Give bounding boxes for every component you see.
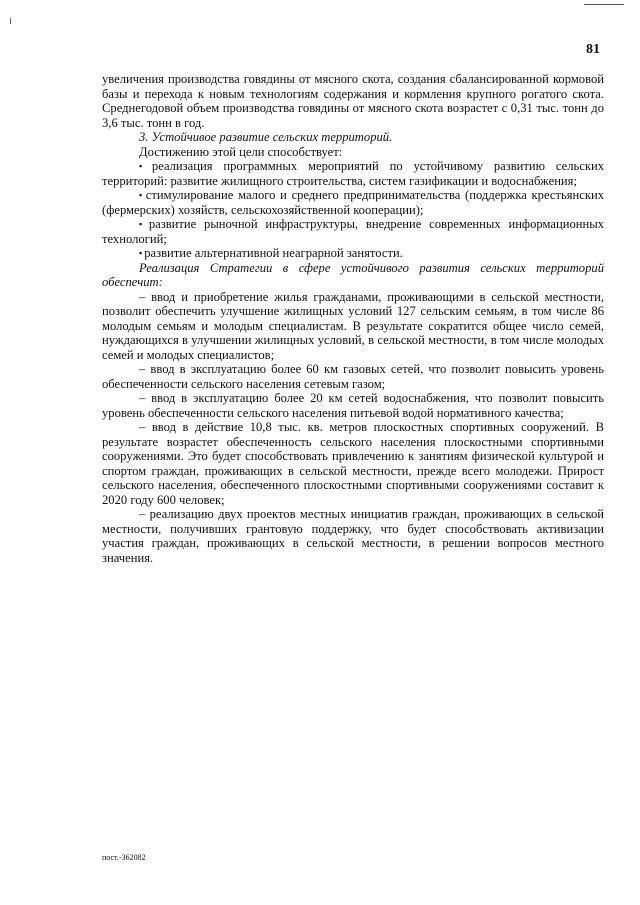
bullet-item [102,188,604,217]
bullet-item-text: реализация программных мероприятий по устойчивому развитию сельских территорий: развитие жилищного строительства, систем газификации и водоснабжения; [102,159,604,188]
top-edge-rule [584,4,624,5]
page-number: 81 [586,42,600,57]
document-body [102,72,604,565]
bullet-item-text: развитие рыночной инфраструктуры, внедрение современных информационных технологий; [102,217,604,246]
paragraph-beef-production: увеличения производства говядины от мясного скота, создания сбалансированной кормовой базы и перехода к новым технологиям содержания и кормления крупного рогатого скота. Среднегодовой объем производства говядины от мясного скота возрастет с 0,31 тыс. тонн до 3,6 тыс. тонн в год. [102,72,604,130]
paragraph-housing: – ввод и приобретение жилья гражданами, проживающими в сельской местности, позволит обеспечить улучшение жилищных условий 127 сельским семьям, в том числе 86 молодым семьям и молодым специалистам. В результате сократится общее число семей, нуждающихся в улучшении жилищных условий, в сельской местности, в том числе молодых семей и молодых специалистов; [102,289,604,362]
bullet-square-icon: ▪ [139,219,147,229]
bullet-item-text: стимулирование малого и среднего предпринимательства (поддержка крестьянских (фермерских) хозяйств, сельскохозяйственной кооперации); [102,188,604,217]
bullet-item [102,159,604,188]
paragraph-sports-facilities: – ввод в действие 10,8 тыс. кв. метров плоскостных спортивных сооружений. В результате возрастет обеспеченность сельского населения плоскостными спортивными сооружениями. Это будет способствовать привлечению к занятиям физической культурой и спортом граждан, проживающих в сельской местности, прежде всего молодежи. Прирост сельского населения, обеспеченного плоскостными спортивными сооружениями составит к 2020 году 600 человек; [102,420,604,507]
bullet-item [102,217,604,246]
bullet-square-icon: ▪ [139,190,144,200]
scan-mark [10,18,11,24]
document-code: пост.-362082 [102,853,146,862]
paragraph-water-networks: – ввод в эксплуатацию более 20 км сетей водоснабжения, что позволит повысить уровень обеспеченности сельского населения питьевой водой нормативного качества; [102,391,604,420]
section-heading-rural-development: 3. Устойчивое развитие сельских территорий. [139,130,393,144]
paragraph-local-initiatives: – реализацию двух проектов местных инициатив граждан, проживающих в сельской местности, получивших грантовую поддержку, что будет способствовать активизации участия граждан, проживающих в сельской местности, в решении вопросов местного значения. [102,507,604,565]
paragraph-strategy-intro: Реализация Стратегии в сфере устойчивого развития сельских территорий обеспечит: [102,260,604,289]
paragraph-goal-intro: Достижению этой цели способствует: [139,144,343,159]
paragraph-gas-networks: – ввод в эксплуатацию более 60 км газовых сетей, что позволит повысить уровень обеспеченности сельского населения сетевым газом; [102,362,604,391]
bullet-item [102,246,604,261]
bullet-square-icon: ▪ [139,248,143,258]
bullet-square-icon: ▪ [139,161,150,171]
bullet-item-text: развитие альтернативной неаграрной занятости. [144,246,403,260]
